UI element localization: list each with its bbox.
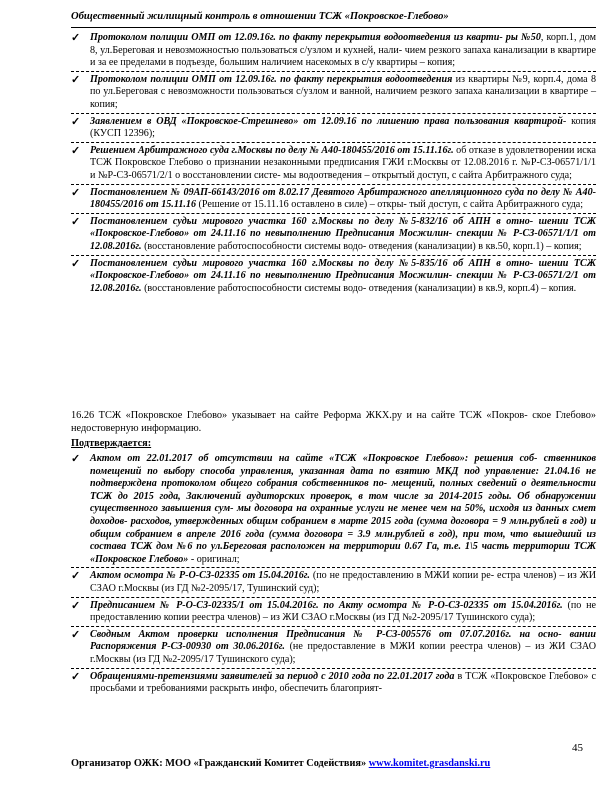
item-text: - копия (КУСП 12396); (90, 115, 596, 140)
list-item (71, 145, 596, 185)
item-bold-text: Решением Арбитражного суда г.Москвы по делу № А40-180455/2016 от 15.11.16г. (90, 144, 454, 156)
checkmark-icon: ✓ (71, 215, 81, 228)
list-item (71, 216, 596, 256)
item-bold-text: Обращениями-претензиями заявителей за период с 2010 года по 22.01.2017 года (90, 670, 455, 682)
checkmark-icon: ✓ (71, 32, 81, 44)
item-text: в ТСЖ «Покровское Глебово» с просьбами и требованиями раскрыть инфо, обеспечить благоприят- (90, 670, 596, 695)
item-text: - оригинал; (188, 553, 240, 565)
header-rule (71, 27, 596, 28)
item-text: (по не предоставлению копии реестра членов) – из ЖИ СЗАО г.Москвы (из ГД №2-2095/17 Тушинского суда); (90, 599, 596, 624)
checkmark-icon: ✓ (71, 599, 81, 612)
item-bold-text: Постановлением судьи мирового участка 160 г.Москвы по делу №5-832/16 об АПН в отно- шении ТСЖ «Покровское-Глебово» от 24.11.16 по невыполнению Предписания Мосжилин- спекции № Р-СЗ-06571/1/1 от 12.08.2016г. (90, 215, 596, 252)
list-item (71, 570, 596, 597)
list-item (71, 187, 596, 214)
checkmark-icon: ✓ (71, 670, 81, 683)
item-bold-text: Протоколом полиции ОМП от 12.09.16г. по факту перекрытия водоотведения из кварти- ры №50 (90, 32, 541, 43)
footer-link[interactable]: www.komitet.grasdanski.ru (368, 758, 491, 769)
checkmark-icon: ✓ (71, 186, 81, 199)
checkmark-icon: ✓ (71, 257, 81, 270)
list-item (71, 600, 596, 627)
item-bold-text: Предписанием № Р-О-СЗ-02335/1 от 15.04.2016г. по Акту осмотра № Р-О-СЗ-02335 от 15.04.2016г. (90, 599, 563, 611)
checkmark-icon: ✓ (71, 570, 81, 583)
page-number: 45 (572, 742, 583, 754)
footer-organizer: Организатор ОЖК: МОО «Гражданский Комитет Содействия» (71, 758, 367, 769)
list-item (71, 453, 596, 568)
item-text: , корп.1, дом 8, ул.Береговая и невозможностью пользоваться с/узлом и кухней, нали- чием резкого запаха канализации в квартире и за ее пределами в подъезде, большим наличием насекомых в с/у квартиры – копия; (90, 32, 596, 69)
list-item (71, 116, 596, 143)
checkmark-icon: ✓ (71, 144, 81, 157)
list-item (71, 74, 596, 114)
item-bold-text: Постановлением судьи мирового участка 160 г.Москвы по делу №5-835/16 об АПН в отно- шении ТСЖ «Покровское-Глебово» от 24.11.16 по невыполнению Предписания Мосжилин- спекции № Р-СЗ-06571/2/1 от 12.08.2016г. (90, 257, 596, 294)
item-bold-text: Постановлением № 09АП-66143/2016 от 8.02.17 Девятого Арбитражного апелляционного суда по делу № А40-180455/2016 от 15.11.16 (90, 186, 596, 211)
list-item (71, 32, 596, 72)
item-text: (восстановление работоспособности системы водо- отведения (канализации) в кв.50, корп.1) – копия; (141, 240, 582, 252)
list-item (71, 258, 596, 296)
item-bold-text: Сводным Актом проверки исполнения Предписания № Р-СЗ-005576 от 07.07.2016г. на осно- вании Распоряжения Р-СЗ-00930 от 30.06.2016г. (90, 628, 596, 653)
checkmark-icon: ✓ (71, 73, 81, 86)
checkmark-icon: ✓ (71, 115, 81, 128)
item-bold-text: Протоколом полиции ОМП от 12.09.16г. по факту перекрытия водоотведения (90, 73, 453, 85)
running-header: Общественный жилищный контроль в отношении ТСЖ «Покровское-Глебово» (71, 11, 449, 22)
footer (71, 758, 596, 769)
evidence-list-1 (71, 32, 596, 295)
item-bold-text: Актом осмотра № Р-О-СЗ-02335 от 15.04.2016г. (90, 570, 310, 582)
section-16-26-text: 16.26 ТСЖ «Покровское Глебово» указывает на сайте Реформа ЖКХ.ру и на сайте ТСЖ «Покров- ское Глебово» недостоверную информацию. (71, 410, 596, 434)
confirmed-heading: Подтверждается: (71, 438, 152, 449)
item-text: (не предоставление в МЖИ копии реестра членов) – из ЖИ СЗАО г.Москвы (из ГД №2-2095/17 Тушинского суда); (90, 641, 596, 665)
list-item (71, 629, 596, 669)
checkmark-icon: ✓ (71, 453, 81, 465)
evidence-list-2 (71, 453, 596, 696)
checkmark-icon: ✓ (71, 628, 81, 641)
item-bold-text: Актом от 22.01.2017 об отсутствии на сайте «ТСЖ «Покровское Глебово»: решения соб- ственников помещений по выбору способа управления, указанная дата по взятию МКД под управление: 21.04.16 не подтверждена протоколом общего собрания собственников по- мещений, полных сведений о деятельности ТСЖ до 2015 года, Заключений аудиторских проверок, в том числе за 2014-2015 годы. Об обнаружении существенного завышения сум- мы договора на охранные услуги не менее чем на 50%, исходя из данных смет доходов- расходов, утвержденных общим собранием в марте 2015 года (сумма договора = 9 млн.рублей в год) и общим собранием в апреле 2016 года (сумма договора = 3.9 млн.рублей в год), при том, что вышедший из состава ТСЖ дом №6 по ул.Береговая расположен на территории 0.67 Га, т.е. 1\5 часть территории ТСЖ «Покровское Глебово» (90, 453, 596, 565)
item-bold-text: Заявлением в ОВД «Покровское-Стрешнево» от 12.09.16 по лишению права пользования квартирой (90, 115, 563, 127)
item-text: об отказе в удовлетворении иска ТСЖ Покровское Глебово о признании незаконными предписания ГЖИ г.Москвы от 12.08.2016 г. №Р-СЗ-06571/1/1 и №Р-СЗ-06571/2/1 о восстановлении систе- мы водоотведения – открытый доступ, с сайта Арбитражного суда; (90, 144, 596, 181)
item-text: из квартиры №9, корп.4, дома 8 по ул.Береговая с невозможности пользоваться с/узлом и ванной, наличием резкого запаха канализации в квартире – копия; (90, 73, 596, 110)
item-text: (по не предоставлению в МЖИ копии ре- естра членов) – из ЖИ СЗАО г.Москвы (из ГД №2-2095/17, Тушинский суд); (90, 570, 597, 594)
list-item (71, 671, 596, 696)
item-text: (Решение от 15.11.16 оставлено в силе) – откры- тый доступ, с сайта Арбитражного суда; (196, 199, 584, 211)
item-text: (восстановление работоспособности системы водо- отведения (канализации) в кв.9, корп.4) – копия. (141, 282, 577, 294)
